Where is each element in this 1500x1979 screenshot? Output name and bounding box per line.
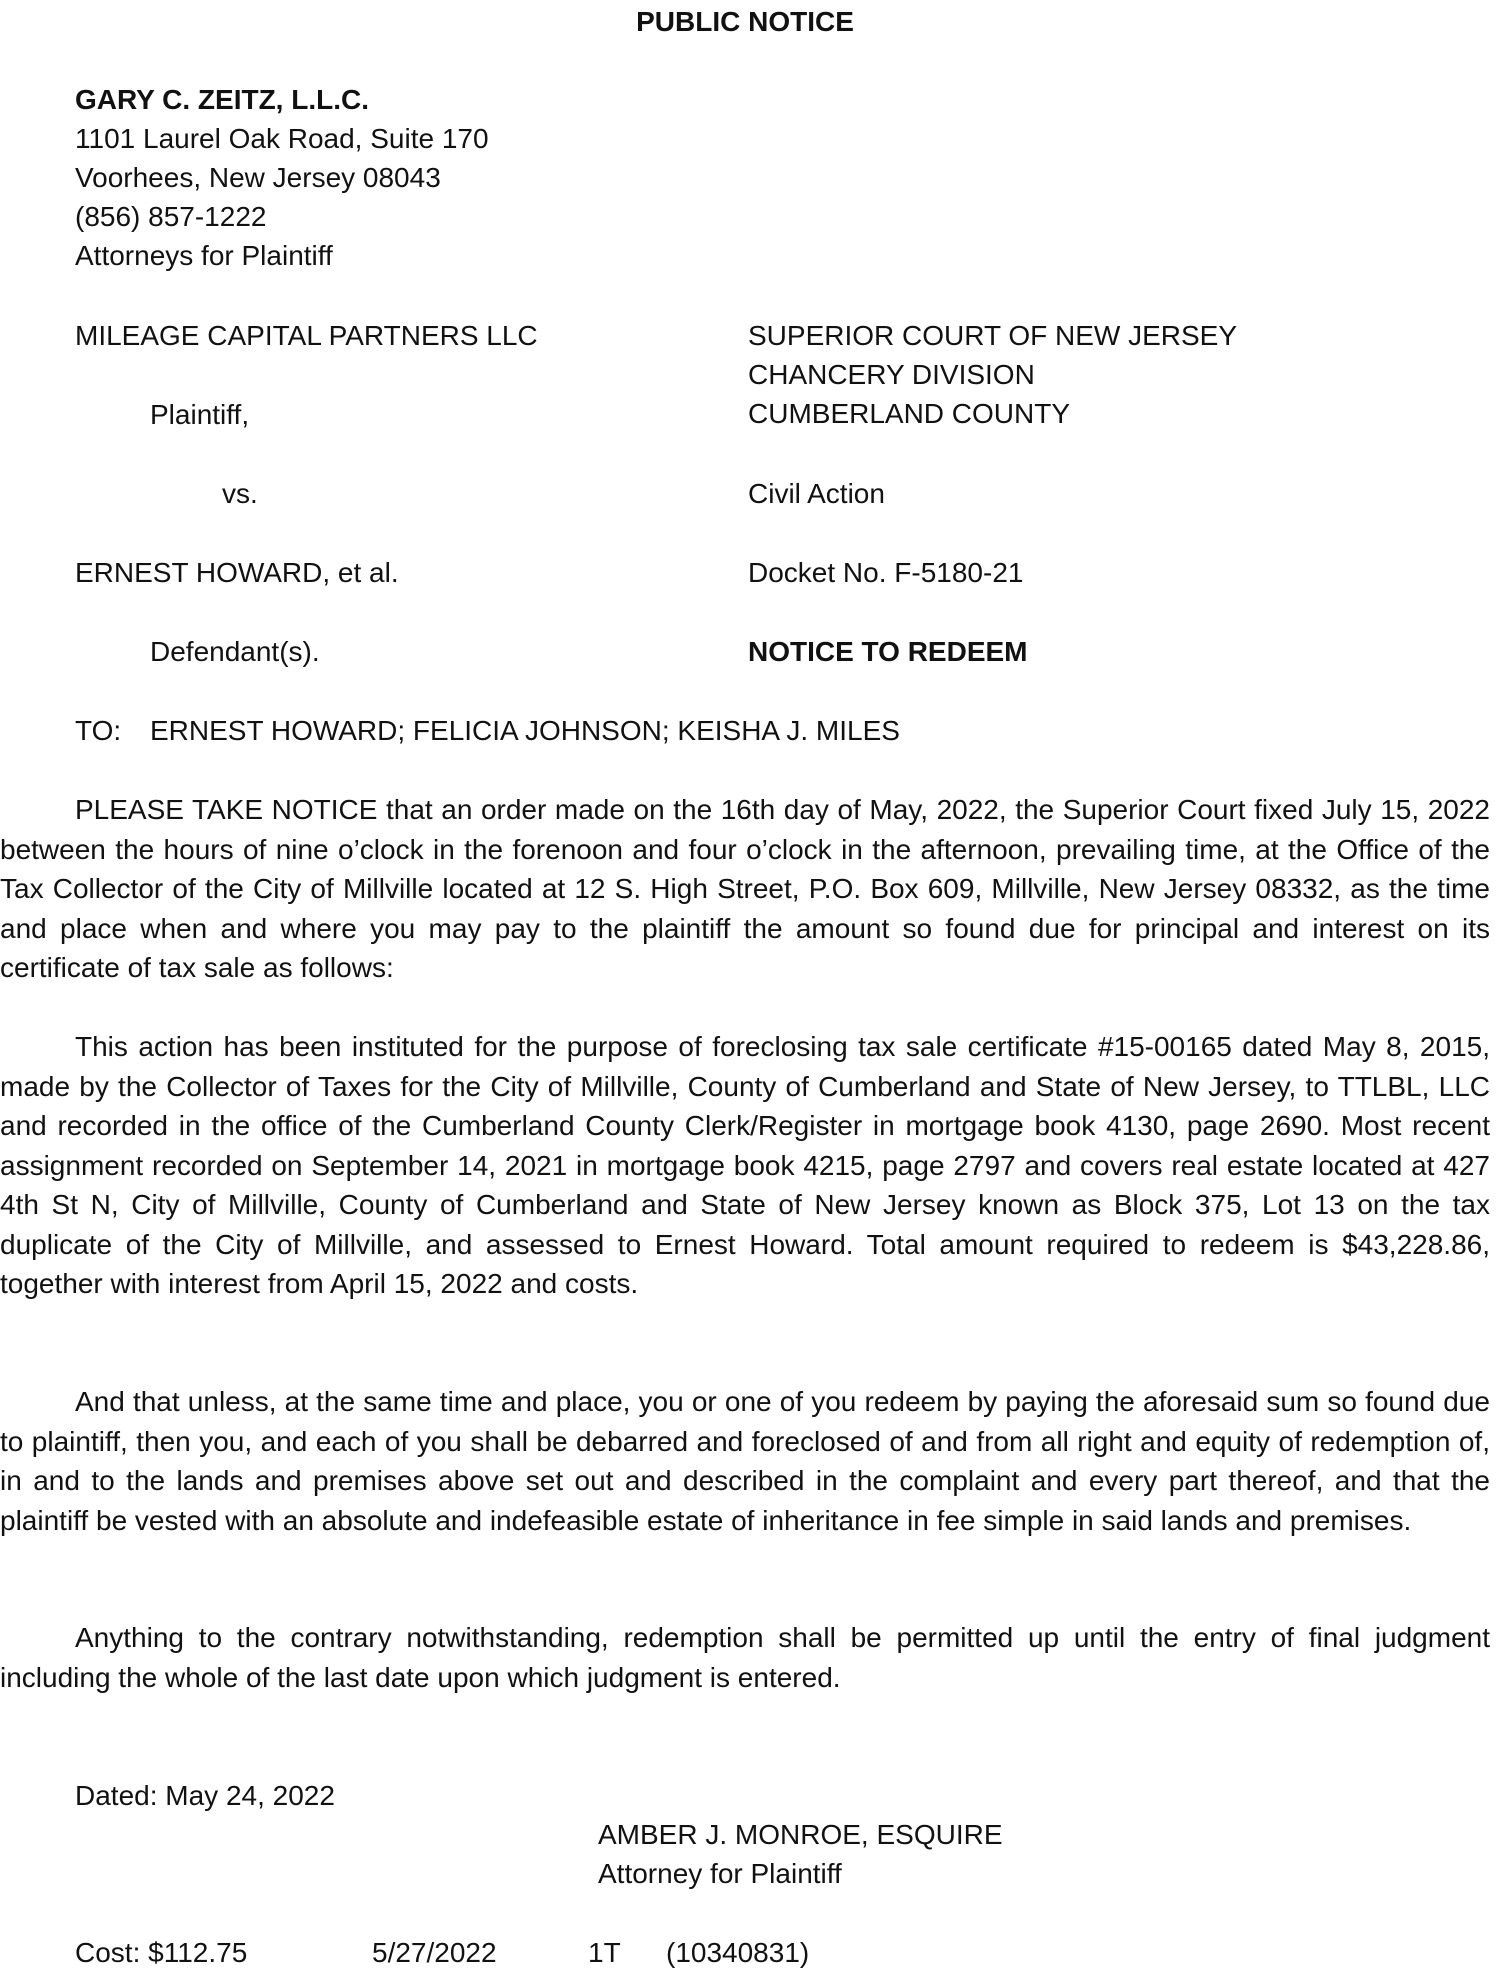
firm-block xyxy=(75,80,489,275)
plaintiff-label: Plaintiff, xyxy=(150,399,250,430)
footer-date: 5/27/2022 xyxy=(372,1937,497,1968)
footer-insertions: 1T xyxy=(588,1937,621,1968)
notice-to-redeem-title: NOTICE TO REDEEM xyxy=(748,636,1028,667)
notice-paragraph-4 xyxy=(0,1618,1490,1697)
recipients-names: ERNEST HOWARD; FELICIA JOHNSON; KEISHA J. MILES xyxy=(150,715,900,746)
court-division: CHANCERY DIVISION xyxy=(748,359,1035,390)
paragraph-4-text: Anything to the contrary notwithstanding, redemption shall be permitted up until the entry of final judgment including the whole of the last date upon which judgment is entered. xyxy=(0,1622,1490,1693)
docket-number: Docket No. F-5180-21 xyxy=(748,557,1024,588)
attorney-role: Attorney for Plaintiff xyxy=(598,1858,842,1889)
paragraph-3-text: And that unless, at the same time and place, you or one of you redeem by paying the aforesaid sum so found due to plaintiff, then you, and each of you shall be debarred and foreclosed of and from all right and equity of redemption of, in and to the lands and premises above set out and described in the complaint and every part thereof, and that the plaintiff be vested with an absolute and indefeasible estate of inheritance in fee simple in said lands and premises. xyxy=(0,1386,1490,1536)
notice-header-title: PUBLIC NOTICE xyxy=(636,6,854,37)
paragraph-2-text: This action has been instituted for the purpose of foreclosing tax sale certificate #15-00165 dated May 8, 2015, made by the Collector of Taxes for the City of Millville, County of Cumberland and State of New Jersey, to TTLBL, LLC and recorded in the office of the Cumberland County Clerk/Register in mortgage book 4130, page 2690. Most recent assignment recorded on September 14, 2021 in mortgage book 4215, page 2797 and covers real estate located at 427 4th St N, City of Millville, County of Cumberland and State of New Jersey known as Block 375, Lot 13 on the tax duplicate of the City of Millville, and assessed to Ernest Howard. Total amount required to redeem is $43,228.86, together with interest from April 15, 2022 and costs. xyxy=(0,1031,1490,1299)
defendant-name: ERNEST HOWARD, et al. xyxy=(75,557,399,588)
signature-block xyxy=(598,1815,1003,1893)
court-county: CUMBERLAND COUNTY xyxy=(748,398,1071,429)
footer-reference: (10340831) xyxy=(666,1937,810,1968)
firm-phone: (856) 857-1222 xyxy=(75,201,267,232)
notice-paragraph-1 xyxy=(0,790,1490,988)
court-name: SUPERIOR COURT OF NEW JERSEY xyxy=(748,320,1238,351)
defendant-label: Defendant(s). xyxy=(150,636,320,667)
recipients-label: TO: xyxy=(75,715,122,746)
firm-address-line1: 1101 Laurel Oak Road, Suite 170 xyxy=(75,123,489,154)
attorney-name: AMBER J. MONROE, ESQUIRE xyxy=(598,1819,1003,1850)
court-block xyxy=(748,316,1237,433)
versus-label: vs. xyxy=(222,478,258,509)
plaintiff-name: MILEAGE CAPITAL PARTNERS LLC xyxy=(75,320,538,351)
firm-name: GARY C. ZEITZ, L.L.C. xyxy=(75,84,369,115)
notice-paragraph-3 xyxy=(0,1382,1490,1540)
action-type: Civil Action xyxy=(748,478,885,509)
notice-paragraph-2 xyxy=(0,1027,1490,1304)
firm-address-line2: Voorhees, New Jersey 08043 xyxy=(75,162,441,193)
firm-role: Attorneys for Plaintiff xyxy=(75,240,333,271)
footer-cost: Cost: $112.75 xyxy=(75,1937,248,1968)
paragraph-1-text: PLEASE TAKE NOTICE that an order made on the 16th day of May, 2022, the Superior Court fixed July 15, 2022 between the hours of nine o’clock in the forenoon and four o’clock in the afternoon, prevailing time, at the Office of the Tax Collector of the City of Millville located at 12 S. High Street, P.O. Box 609, Millville, New Jersey 08332, as the time and place when and where you may pay to the plaintiff the amount so found due for principal and interest on its certificate of tax sale as follows: xyxy=(0,794,1490,983)
dated-line: Dated: May 24, 2022 xyxy=(75,1780,335,1811)
